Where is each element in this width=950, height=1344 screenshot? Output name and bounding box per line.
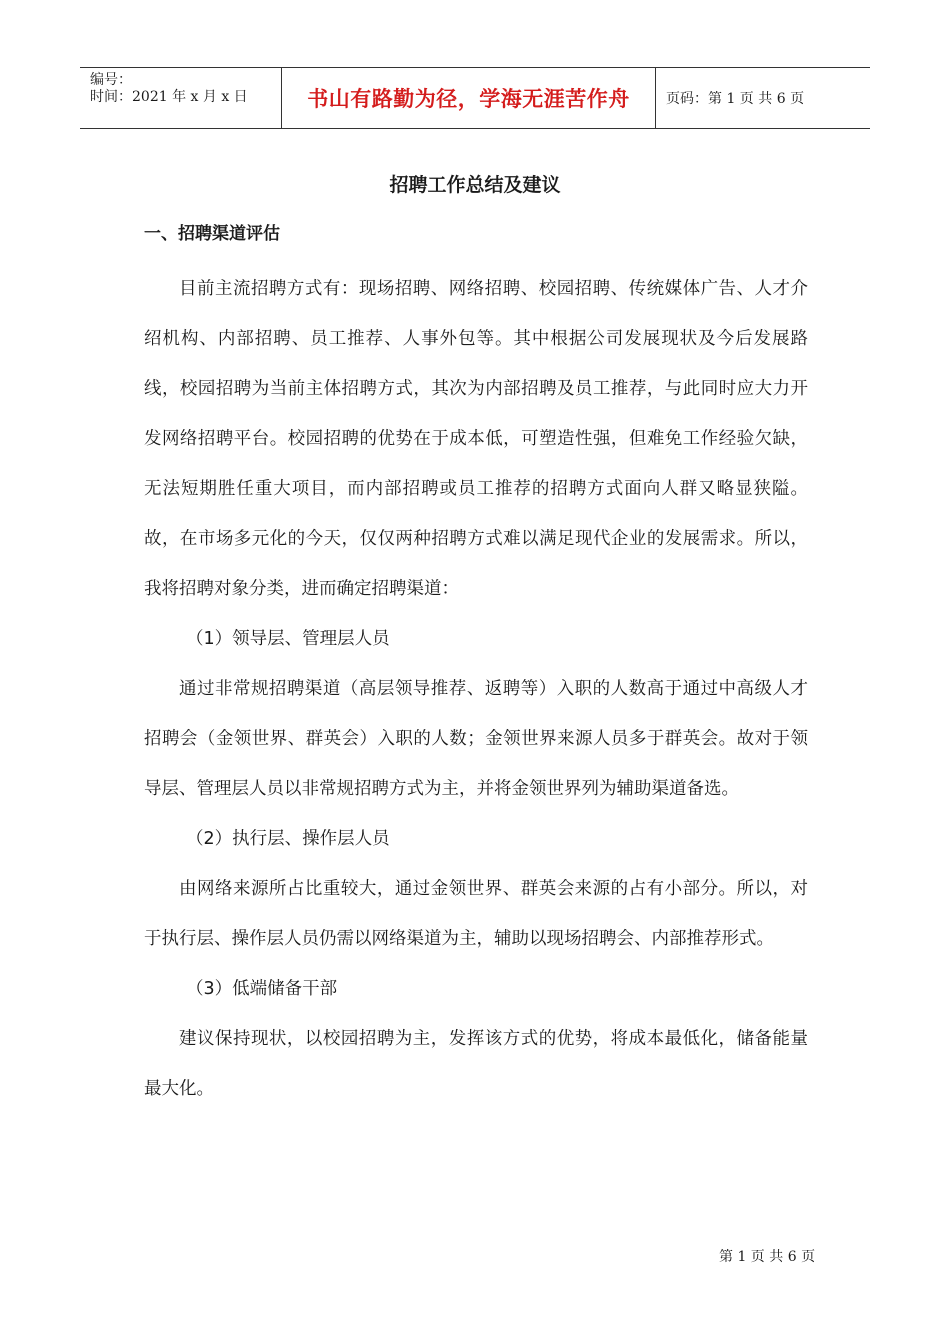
section-heading-recruitment-channels: 一、招聘渠道评估 [144,224,280,244]
paragraph-execution: 由网络来源所占比重较大，通过金领世界、群英会来源的占有小部分。所以，对于执行层、操作层人员仍需以网络渠道为主，辅助以现场招聘会、内部推荐形式。 [144,879,808,949]
subheading-reserve-cadre: （3）低端储备干部 [186,979,338,999]
document-number-label: 编号： [90,72,132,88]
header-page-info: 页码：第 1 页 共 6 页 [666,91,805,107]
subheading-leadership: （1）领导层、管理层人员 [186,629,390,649]
subheading-execution: （2）执行层、操作层人员 [186,829,390,849]
paragraph-intro: 目前主流招聘方式有：现场招聘、网络招聘、校园招聘、传统媒体广告、人才介绍机构、内部招聘、员工推荐、人事外包等。其中根据公司发展现状及今后发展路线，校园招聘为当前主体招聘方式，其次为内部招聘及员工推荐，与此同时应大力开发网络招聘平台。校园招聘的优势在于成本低，可塑造性强，但难免工作经验欠缺，无法短期胜任重大项目，而内部招聘或员工推荐的招聘方式面向人群又略显狭隘。故，在市场多元化的今天，仅仅两种招聘方式难以满足现代企业的发展需求。所以，我将招聘对象分类，进而确定招聘渠道： [144,279,808,599]
header-meta-cell [80,68,282,128]
document-title: 招聘工作总结及建议 [389,174,561,196]
header-table [80,67,870,129]
footer-page-number: 第 1 页 共 6 页 [719,1249,816,1265]
header-motto: 书山有路勤为径，学海无涯苦作舟 [282,68,656,128]
paragraph-reserve-cadre: 建议保持现状，以校园招聘为主，发挥该方式的优势，将成本最低化，储备能量最大化。 [144,1029,808,1099]
document-body [144,264,808,1114]
document-date-label: 时间：2021 年 x 月 x 日 [90,89,248,105]
paragraph-leadership: 通过非常规招聘渠道（高层领导推荐、返聘等）入职的人数高于通过中高级人才招聘会（金领世界、群英会）入职的人数；金领世界来源人员多于群英会。故对于领导层、管理层人员以非常规招聘方式为主，并将金领世界列为辅助渠道备选。 [144,679,808,799]
